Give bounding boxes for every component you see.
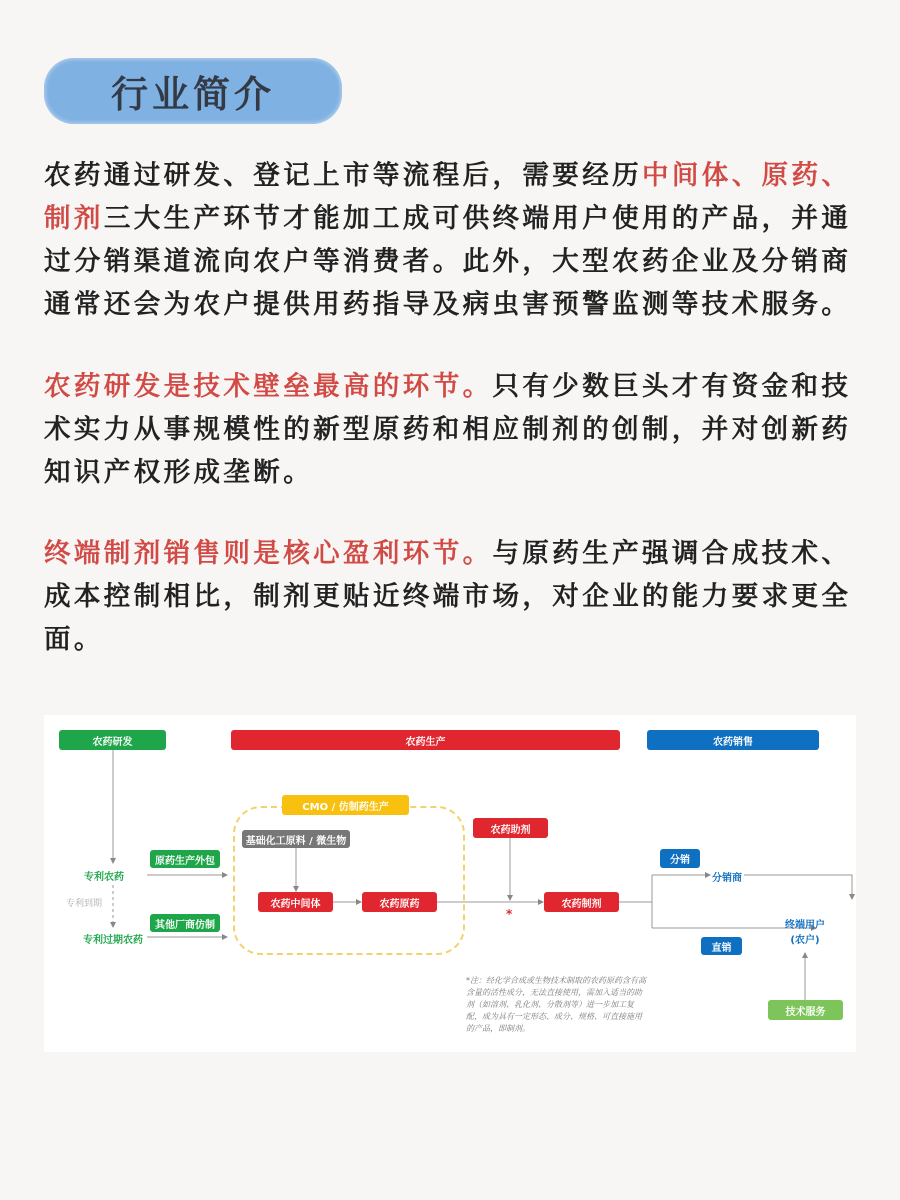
- end-user-title: 终端用户: [785, 920, 825, 931]
- tech-service-box: 技术服务: [768, 1000, 843, 1020]
- section-title-banner: [44, 58, 342, 124]
- industry-chain-diagram: [44, 715, 856, 1052]
- highlight-text: 农药研发是技术壁垒最高的环节。: [44, 371, 493, 402]
- intermediate-box: 农药中间体: [258, 892, 333, 912]
- end-user-sub: (农户): [790, 935, 820, 946]
- paragraph-sales: [44, 532, 864, 661]
- arrow-distributor-to-user: [744, 875, 852, 899]
- stage-rd: 农药研发: [59, 730, 166, 750]
- distribution-box: 分销: [660, 849, 700, 868]
- patent-drug-label: 专利农药: [84, 872, 124, 883]
- diagram-footnote: *注：经化学合成或生物技术制取的农药原药含有高含量的活性成分，无法直接使用，需加入适当的助剂（如溶剂、乳化剂、分散剂等）进一步加工复配，成为具有一定形态、成分、规格、可直接施用的产品，即制剂。: [466, 976, 646, 1033]
- patent-expiry-label: 专利到期: [66, 899, 103, 909]
- body-text: 农药通过研发、登记上市等流程后，需要经历: [44, 160, 642, 191]
- highlight-text: 终端制剂销售则是核心盈利环节。: [44, 538, 493, 569]
- technical-box: 农药原药: [362, 892, 437, 912]
- outsourcing-box: 原药生产外包: [150, 850, 220, 868]
- cmo-label: CMO / 仿制药生产: [282, 795, 409, 815]
- star-marker: *: [506, 907, 513, 921]
- formulation-box: 农药制剂: [544, 892, 619, 912]
- direct-sales-box: 直销: [701, 937, 742, 955]
- cmo-region: [233, 806, 465, 955]
- expired-drug-label: 专利过期农药: [83, 935, 143, 946]
- end-user-label: [785, 916, 825, 946]
- distributor-label: 分销商: [712, 873, 742, 884]
- highlight-text: 中间体、原药、制剂: [44, 160, 852, 234]
- body-text: 只有少数巨头才有资金和技术实力从事规模性的新型原药和相应制剂的创制，并对创新药知识产权形成垄断。: [44, 371, 852, 488]
- section-title: 行业简介: [111, 73, 275, 116]
- generic-box: 其他厂商仿制: [150, 914, 220, 932]
- stage-production: 农药生产: [231, 730, 620, 750]
- body-text: 与原药生产强调合成技术、成本控制相比，制剂更贴近终端市场，对企业的能力要求更全面。: [44, 538, 852, 655]
- raw-materials-box: 基础化工原料 / 微生物: [242, 830, 350, 848]
- paragraph-intro: [44, 154, 864, 326]
- stage-sales: 农药销售: [647, 730, 819, 750]
- paragraph-rd: [44, 365, 864, 494]
- adjuvant-box: 农药助剂: [473, 818, 548, 838]
- body-text: 三大生产环节才能加工成可供终端用户使用的产品，并通过分销渠道流向农户等消费者。此外，大型农药企业及分销商通常还会为农户提供用药指导及病虫害预警监测等技术服务。: [44, 203, 852, 320]
